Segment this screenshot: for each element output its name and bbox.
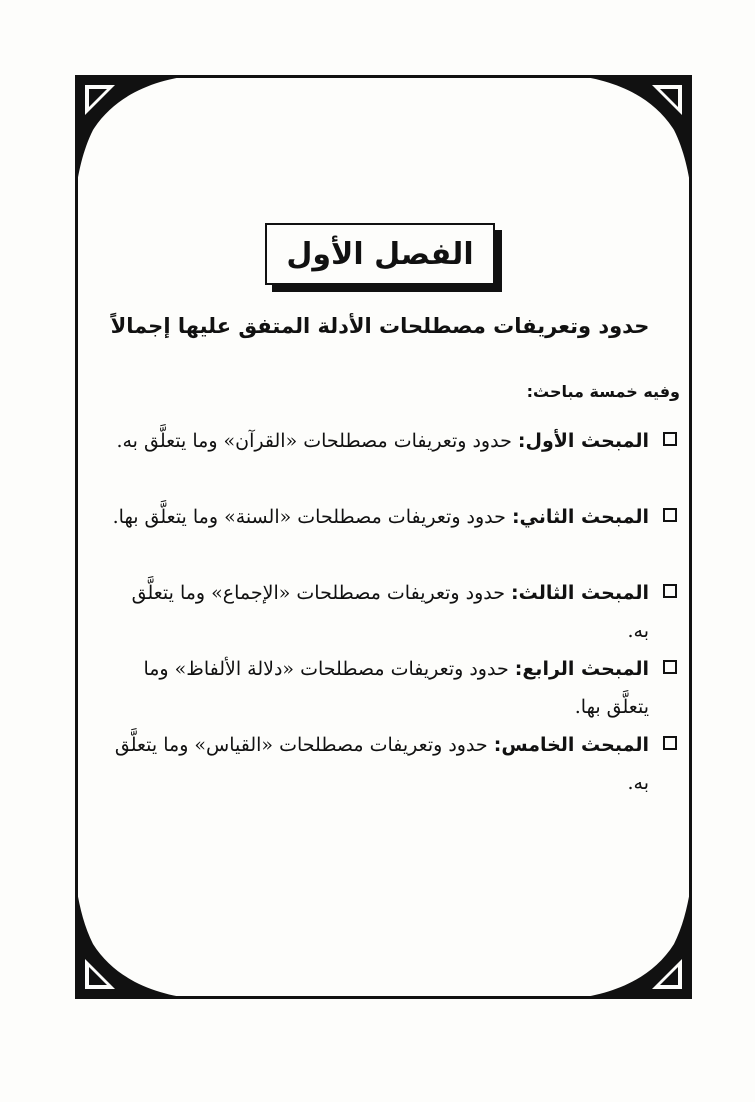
section-label: المبحث الخامس:	[493, 734, 649, 756]
corner-ornament-bottom-right	[570, 877, 692, 999]
checkbox-bullet-icon	[663, 584, 677, 598]
corner-ornament-top-left	[75, 75, 197, 197]
section-description: حدود وتعريفات مصطلحات «السنة» وما يتعلَّق بها.	[112, 506, 506, 528]
list-item	[110, 650, 677, 726]
list-item	[110, 498, 677, 574]
section-description: حدود وتعريفات مصطلحات «القياس» وما يتعلَّق به.	[114, 734, 649, 794]
section-label: المبحث الأول:	[517, 430, 649, 452]
section-text	[110, 650, 649, 726]
chapter-title: الفصل الأول	[286, 236, 474, 272]
chapter-title-box	[265, 223, 495, 285]
sections-list	[110, 422, 677, 802]
section-text	[110, 574, 649, 650]
section-text	[110, 422, 649, 460]
chapter-subtitle: حدود وتعريفات مصطلحات الأدلة المتفق عليها إجمالاً	[110, 314, 650, 338]
corner-ornament-bottom-left	[75, 877, 197, 999]
list-item	[110, 422, 677, 498]
section-description: حدود وتعريفات مصطلحات «دلالة الألفاظ» وما يتعلَّق بها.	[143, 658, 649, 718]
checkbox-bullet-icon	[663, 508, 677, 522]
corner-ornament-top-right	[570, 75, 692, 197]
checkbox-bullet-icon	[663, 736, 677, 750]
section-text	[110, 498, 649, 536]
list-item	[110, 574, 677, 650]
section-description: حدود وتعريفات مصطلحات «الإجماع» وما يتعلَّق به.	[131, 582, 649, 642]
section-label: المبحث الثاني:	[511, 506, 649, 528]
list-item	[110, 726, 677, 802]
sections-intro: وفيه خمسة مباحث:	[526, 382, 680, 401]
checkbox-bullet-icon	[663, 660, 677, 674]
section-text	[110, 726, 649, 802]
section-label: المبحث الثالث:	[511, 582, 649, 604]
checkbox-bullet-icon	[663, 432, 677, 446]
section-label: المبحث الرابع:	[514, 658, 649, 680]
section-description: حدود وتعريفات مصطلحات «القرآن» وما يتعلَّق به.	[116, 430, 512, 452]
